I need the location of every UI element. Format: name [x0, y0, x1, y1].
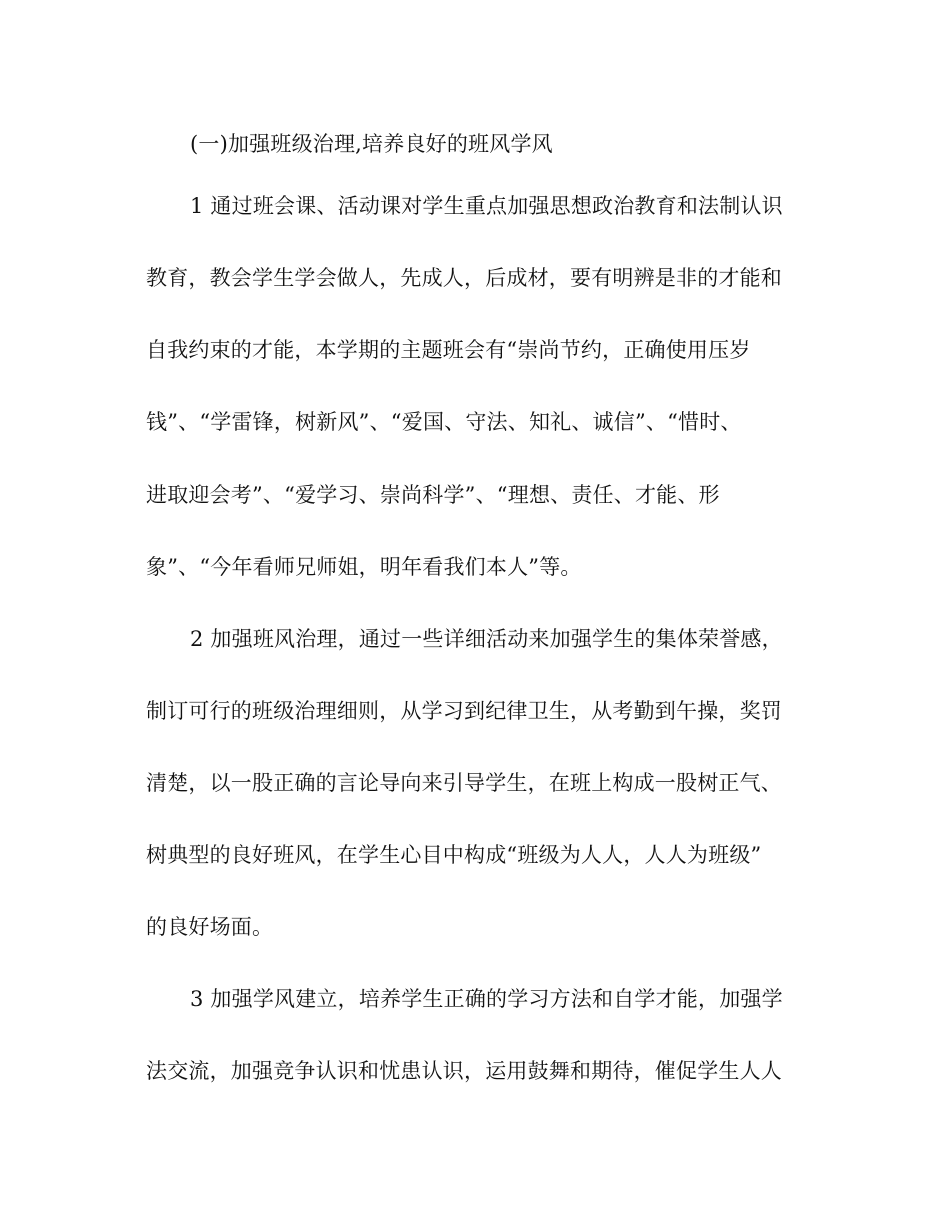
paragraph-2-line-5: 的良好场面。: [146, 915, 274, 939]
paragraph-1-line-6: 象”、“今年看师兄师姐，明年看我们本人”等。: [146, 555, 582, 579]
paragraph-1-line-1: 1 通过班会课、活动课对学生重点加强思想政治教育和法制认识: [190, 194, 783, 218]
paragraph-1-line-5: 进取迎会考”、“爱学习、崇尚科学”、“理想、责任、才能、形: [146, 483, 720, 507]
paragraph-1-line-3: 自我约束的才能，本学期的主题班会有“崇尚节约，正确使用压岁: [146, 338, 751, 362]
section-heading: (一)加强班级治理,培养良好的班风学风: [190, 132, 553, 156]
paragraph-1-line-4: 钱”、“学雷锋，树新风”、“爱国、守法、知礼、诚信”、“惜时、: [146, 410, 742, 434]
paragraph-1-line-2: 教育，教会学生学会做人，先成人，后成材，要有明辨是非的才能和: [146, 266, 782, 290]
paragraph-2-line-1: 2 加强班风治理，通过一些详细活动来加强学生的集体荣誉感，: [190, 627, 783, 651]
paragraph-3-line-2: 法交流，加强竞争认识和忧患认识，运用鼓舞和期待，催促学生人人: [146, 1059, 782, 1083]
paragraph-2-line-3: 清楚，以一股正确的言论导向来引导学生，在班上构成一股树正气、: [146, 771, 782, 795]
paragraph-2-line-4: 树典型的良好班风，在学生心目中构成“班级为人人，人人为班级”: [146, 843, 762, 867]
paragraph-2-line-2: 制订可行的班级治理细则，从学习到纪律卫生，从考勤到午操，奖罚: [146, 699, 782, 723]
paragraph-3-line-1: 3 加强学风建立，培养学生正确的学习方法和自学才能，加强学: [190, 987, 783, 1011]
